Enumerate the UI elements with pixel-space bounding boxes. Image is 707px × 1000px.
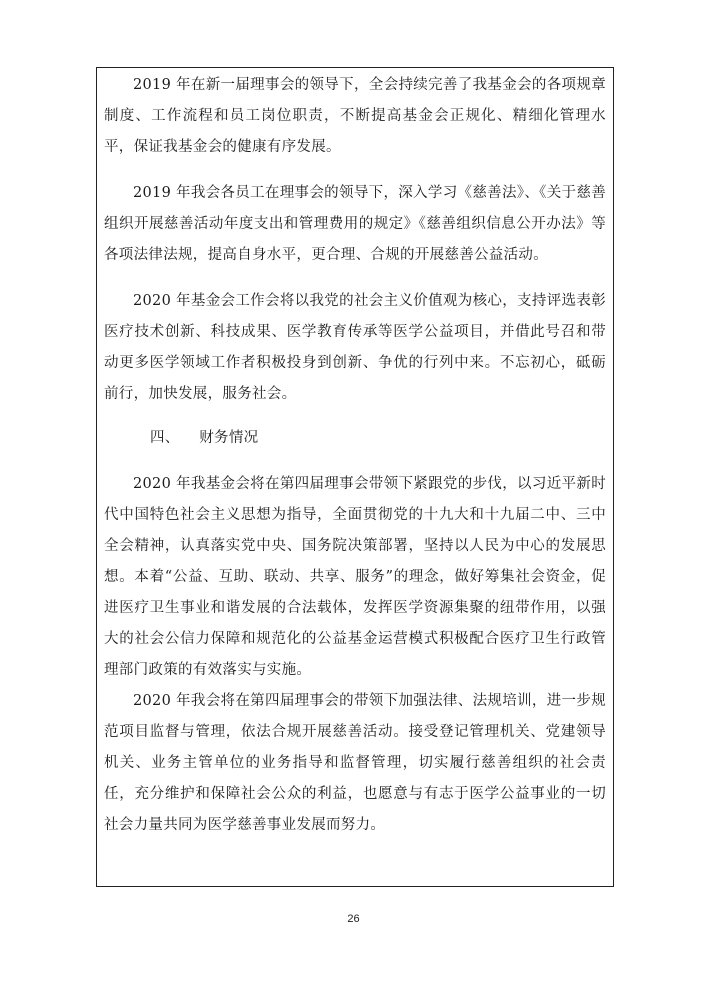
page-number: 26 xyxy=(347,913,360,925)
paragraph-2019-law-study: 2019 年我会各员工在理事会的领导下，深入学习《慈善法》、《关于慈善组织开展慈善活动年度支出和管理费用的规定》《慈善组织信息公开办法》等各项法律法规，提高自身水平，更合理、合规的开展慈善公益活动。 xyxy=(104,185,606,263)
paragraph-2020-finance-plan: 2020 年我基金会将在第四届理事会带领下紧跟党的步伐，以习近平新时代中国特色社会主义思想为指导，全面贯彻党的十九大和十九届二中、三中全会精神，认真落实党中央、国务院决策部署，坚持以人民为中心的发展思想。本着“公益、互助、联动、共享、服务”的理念，做好筹集社会资金，促进医疗卫生事业和谐发展的合法载体，发挥医学资源集聚的纽带作用，以强大的社会公信力保障和规范化的公益基金运营模式积极配合医疗卫生行政管理部门政策的有效落实与实施。 xyxy=(104,476,606,678)
paragraph-2020-work-plan: 2020 年基金会工作会将以我党的社会主义价值观为核心，支持评选表彰医疗技术创新、科技成果、医学教育传承等医学公益项目，并借此号召和带动更多医学领域工作者积极投身到创新、争优的行列中来。不忘初心，砥砺前行，加快发展，服务社会。 xyxy=(104,293,606,402)
paragraph-2020-legal-training: 2020 年我会将在第四届理事会的带领下加强法律、法规培训，进一步规范项目监督与管理，依法合规开展慈善活动。接受登记管理机关、党建领导机关、业务主管单位的业务指导和监督管理，切实履行慈善组织的社会责任，充分维护和保障社会公众的利益，也愿意与有志于医学公益事业的一切社会力量共同为医学慈善事业发展而努力。 xyxy=(104,693,606,833)
section-heading-finance: 四、 财务情况 xyxy=(150,430,259,446)
paragraph-2019-regulations: 2019 年在新一届理事会的领导下，全会持续完善了我基金会的各项规章制度、工作流程和员工岗位职责，不断提高基金会正规化、精细化管理水平，保证我基金会的健康有序发展。 xyxy=(104,77,606,155)
